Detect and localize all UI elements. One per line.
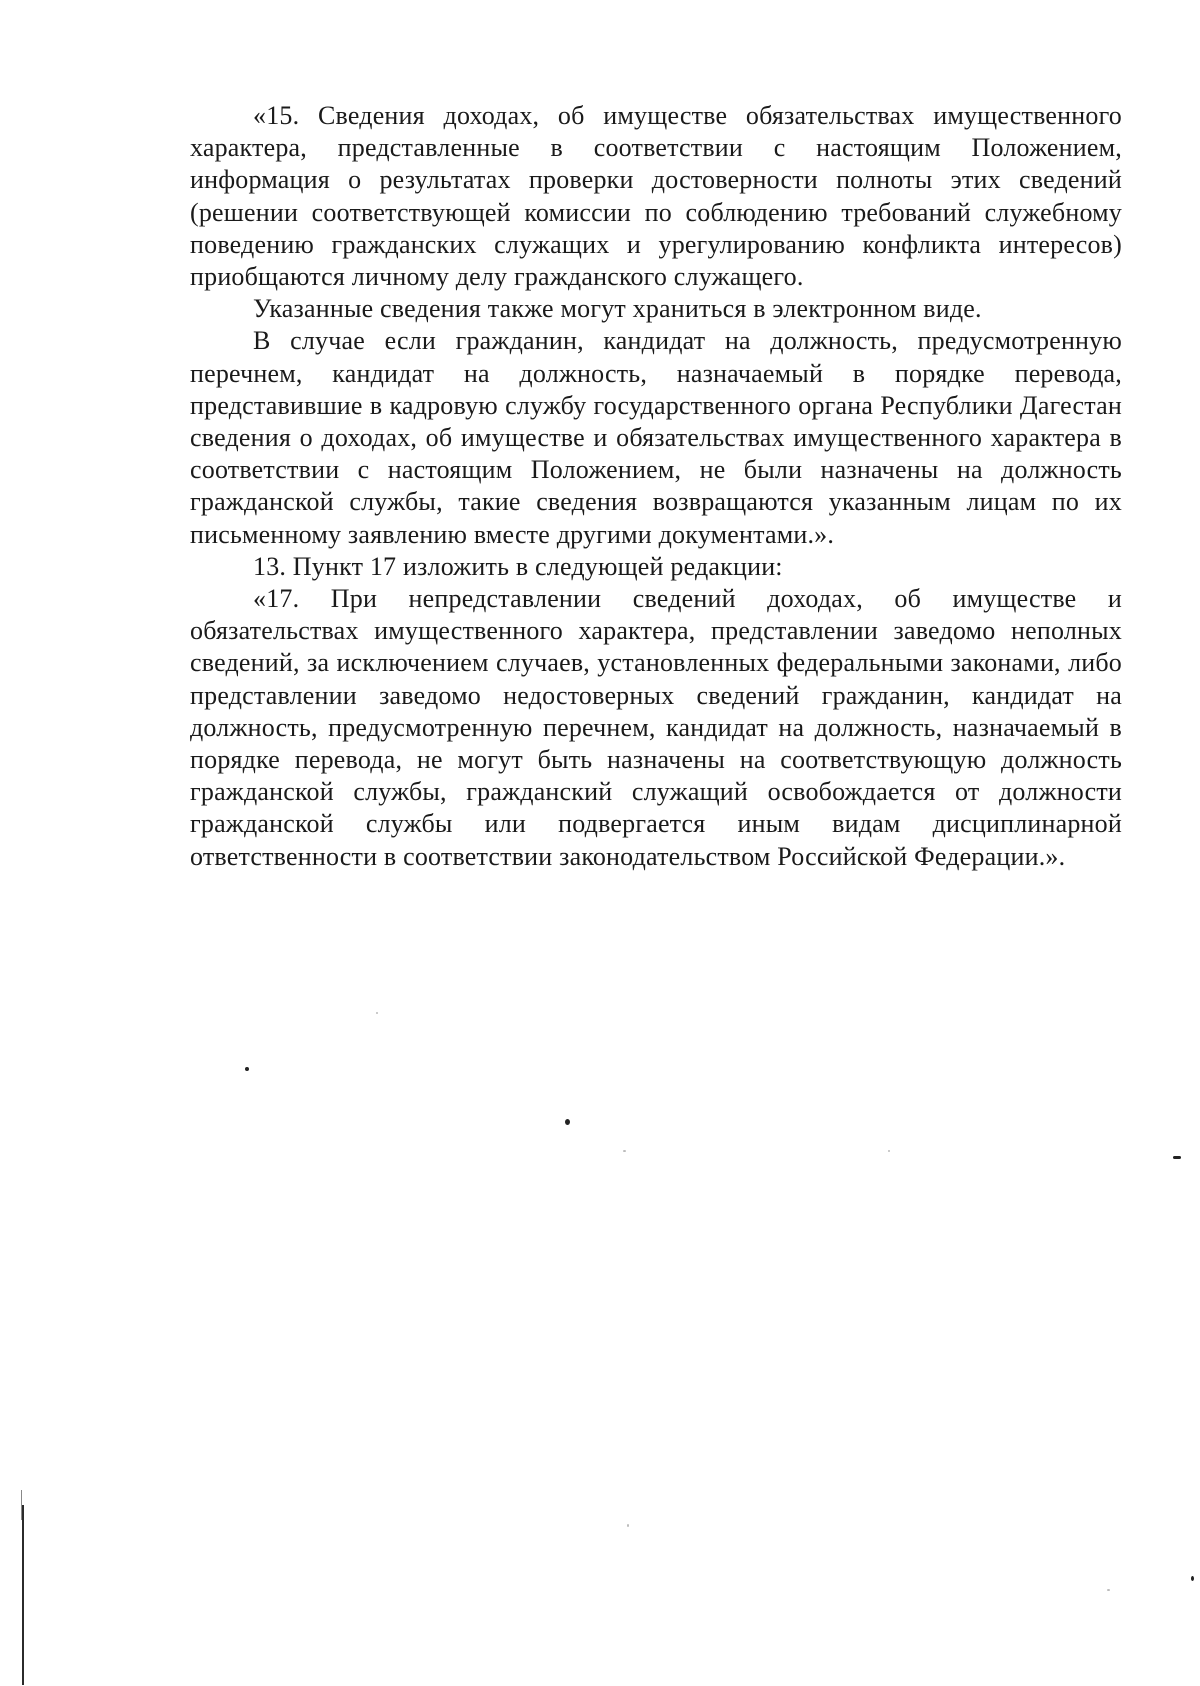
scan-speck bbox=[1107, 1589, 1110, 1591]
scan-speck bbox=[888, 1150, 890, 1152]
paragraph-electronic-storage: Указанные сведения также могут храниться в электронном виде. bbox=[253, 294, 982, 324]
scan-speck bbox=[565, 1119, 570, 1125]
paragraph-return-of-information: В случае если гражданин, кандидат на должность, предусмотренную перечнем, кандидат на должность, назначаемый в порядке перевода, представившие в кадровую службу государственного органа Республики Дагестан сведения о доходах, об имуществе и обязательствах имущественного характера в соответствии с настоящим Положением, не были назначены на должность гражданской службы, такие сведения возвращаются указанным лицам по их письменному заявлению вместе другими документами.». bbox=[190, 326, 1122, 549]
scan-speck bbox=[623, 1150, 626, 1152]
scan-speck bbox=[1191, 1576, 1194, 1581]
scan-speck bbox=[245, 1067, 249, 1071]
paragraph-item-15: «15. Сведения доходах, об имуществе обязательствах имущественного характера, представленные в соответствии с настоящим Положением, информация о результатах проверки достоверности полноты этих сведений (решении соответствующей комиссии по соблюдению требований служебному поведению гражданских служащих и урегулированию конфликта интересов) приобщаются личному делу гражданского служащего. bbox=[190, 101, 1122, 292]
scan-speck bbox=[1173, 1156, 1181, 1159]
document-body bbox=[190, 100, 1122, 873]
paragraph-amendment-13: 13. Пункт 17 изложить в следующей редакции: bbox=[253, 551, 783, 581]
paragraph-item-17: «17. При непредставлении сведений доходах, об имуществе и обязательствах имущественного характера, представлении заведомо неполных сведений, за исключением случаев, установленных федеральными законами, либо представлении заведомо недостоверных сведений гражданин, кандидат на должность, предусмотренную перечнем, кандидат на должность, назначаемый в порядке перевода, не могут быть назначены на соответствующую должность гражданской службы, гражданский служащий освобождается от должности гражданской службы или подвергается иным видам дисциплинарной ответственности в соответствии законодательством Российской Федерации.». bbox=[190, 584, 1122, 871]
scan-speck bbox=[376, 1012, 378, 1014]
scan-edge-line bbox=[22, 1505, 24, 1685]
scan-speck bbox=[627, 1524, 629, 1527]
